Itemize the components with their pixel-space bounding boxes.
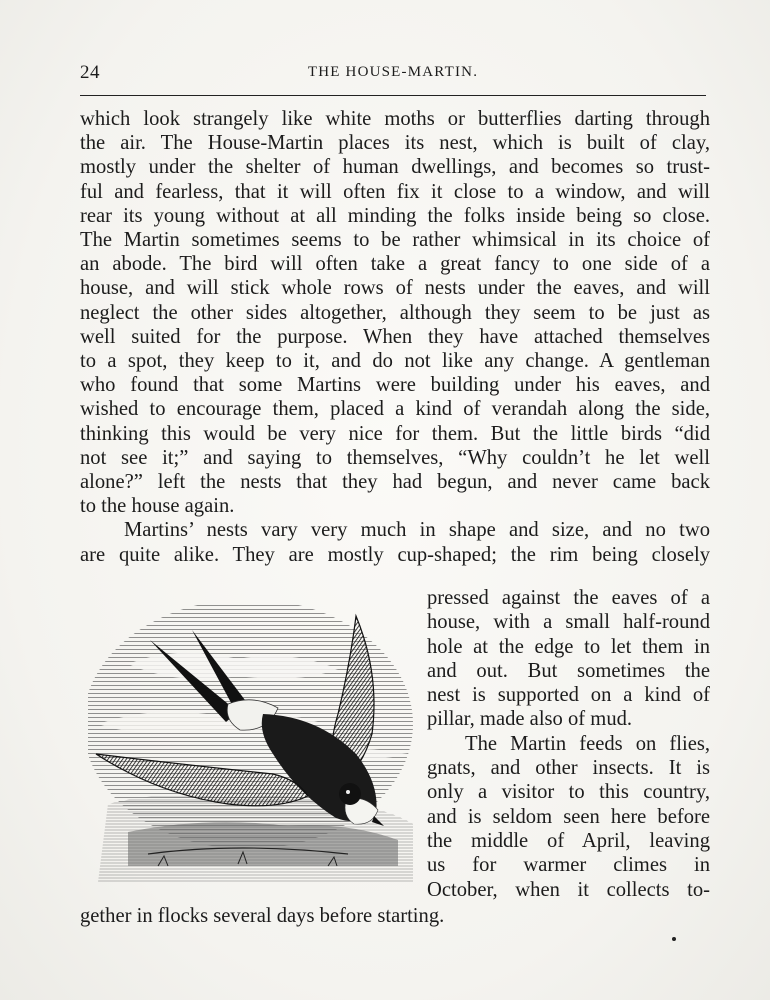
text-line: rear its young without at all minding the folks inside being so close. — [80, 204, 710, 227]
text-line: are quite alike. They are mostly cup-shaped; the rim being closely — [80, 543, 710, 566]
text-line: to a spot, they keep to it, and do not like any change. A gentleman — [80, 350, 710, 373]
text-line: pillar, made also of mud. — [427, 708, 633, 731]
text-line: alone?” left the nests that they had begun, and never came back — [80, 471, 710, 494]
text-line: house, and will stick whole rows of nests under the eaves, and will — [80, 277, 710, 300]
page-number: 24 — [80, 62, 100, 83]
text-line: well suited for the purpose. When they have attached themselves — [80, 325, 710, 348]
text-line: neglect the other sides altogether, although they seem to be just as — [80, 301, 710, 324]
text-line: only a visitor to this country, — [427, 781, 710, 804]
text-line: who found that some Martins were building under his eaves, and — [80, 374, 710, 397]
text-line: and out. But sometimes the — [427, 659, 710, 682]
body-text — [80, 107, 710, 567]
text-line: which look strangely like white moths or butterflies darting through — [80, 108, 710, 130]
house-martin-engraving — [88, 604, 418, 882]
text-line: wished to encourage them, placed a kind of verandah along the side, — [80, 398, 710, 421]
page-header — [80, 62, 706, 90]
text-line: nest is supported on a kind of — [427, 684, 710, 707]
text-line: the air. The House-Martin places its nest, which is built of clay, — [80, 132, 710, 155]
text-line: house, with a small half-round — [427, 611, 710, 634]
text-line: ful and fearless, that it will often fix it close to a window, and will — [80, 180, 710, 203]
text-line: hole at the edge to let them in — [427, 635, 710, 658]
header-rule — [80, 95, 706, 96]
print-speck — [672, 937, 676, 941]
text-line: October, when it collects to- — [427, 878, 710, 901]
text-line: The Martin sometimes seems to be rather whimsical in its choice of — [80, 229, 710, 252]
text-line: the middle of April, leaving — [427, 829, 710, 852]
text-line: to the house again. — [80, 495, 235, 518]
wrapped-text-column — [427, 586, 710, 902]
text-line: mostly under the shelter of human dwellings, and becomes so trust- — [80, 156, 710, 179]
text-line: pressed against the eaves of a — [427, 587, 710, 609]
text-line: thinking this would be very nice for them. But the little birds “did — [80, 422, 710, 445]
text-line: an abode. The bird will often take a great fancy to one side of a — [80, 253, 710, 276]
text-line: The Martin feeds on flies, — [465, 732, 710, 755]
text-line: us for warmer climes in — [427, 854, 710, 877]
text-line: and is seldom seen here before — [427, 805, 710, 828]
text-line: Martins’ nests vary very much in shape and size, and no two — [124, 519, 710, 542]
text-line: gnats, and other insects. It is — [427, 757, 710, 780]
final-text-line: gether in flocks several days before starting. — [80, 905, 445, 927]
text-line: not see it;” and saying to themselves, “Why couldn’t he let well — [80, 446, 710, 469]
running-title: THE HOUSE-MARTIN. — [307, 64, 479, 80]
